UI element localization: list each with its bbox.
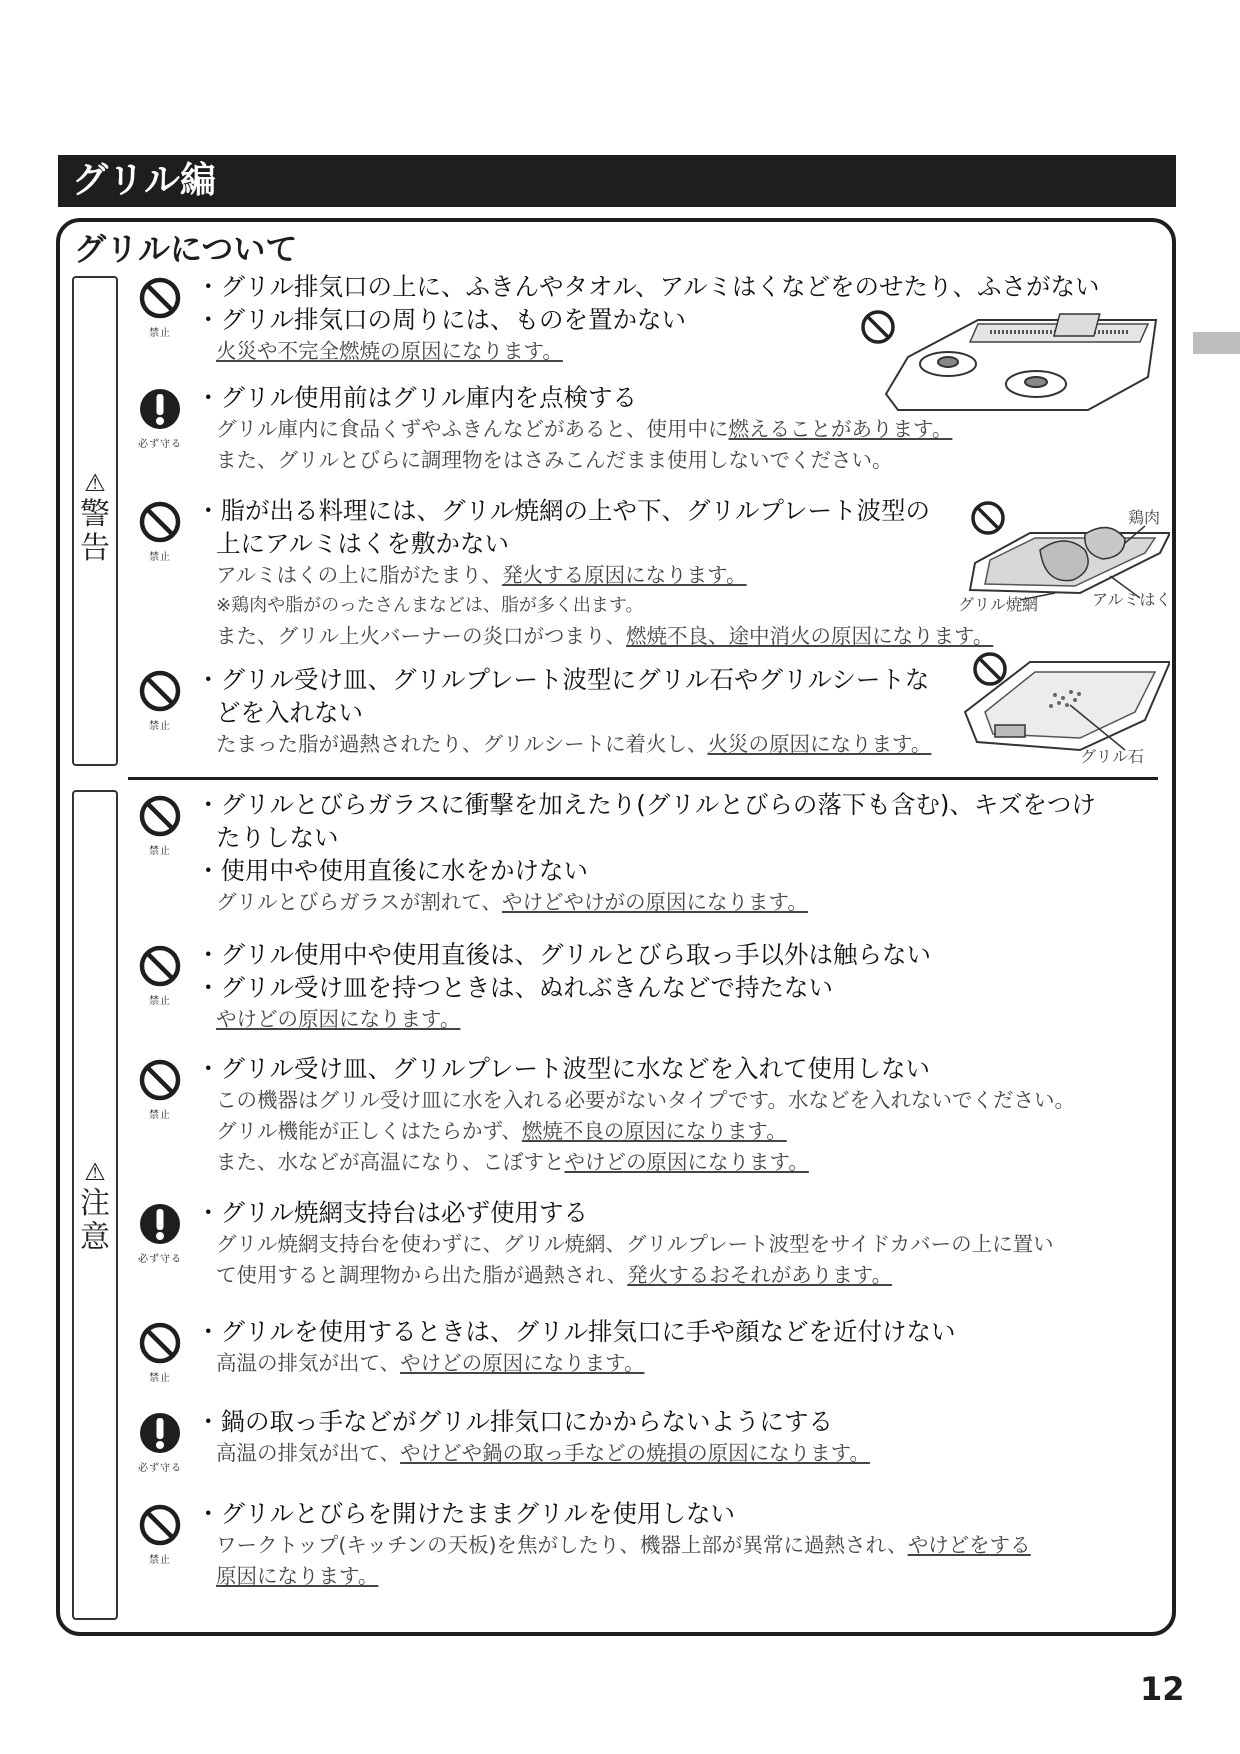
body-underlined-text: やけどやけがの原因になります。 <box>501 890 808 914</box>
caution-category-box <box>72 790 118 1620</box>
prohibited-icon <box>973 503 1003 533</box>
item-body <box>196 621 1180 652</box>
item-heading: ・グリル使用前はグリル庫内を点検する <box>196 383 637 412</box>
grill-stone-label: グリル石 <box>1080 747 1145 766</box>
prohibited-icon <box>138 1503 182 1547</box>
prohibited-symbol <box>134 1058 186 1121</box>
mandatory-symbol <box>134 387 186 450</box>
prohibited-symbol <box>134 794 186 857</box>
mandatory-icon <box>138 387 182 431</box>
item-text <box>196 1405 1180 1469</box>
body-underlined-text: 火災の原因になります。 <box>707 732 932 756</box>
body-underlined-text: やけどの原因になります。 <box>564 1150 809 1174</box>
item-body <box>196 1085 1180 1116</box>
prohibited-symbol <box>134 276 186 339</box>
body-text: また、グリルとびらに調理物をはさみこんだまま使用しないでください。 <box>216 448 893 472</box>
page-number: 12 <box>1140 1670 1185 1708</box>
body-text: また、グリル上火バーナーの炎口がつまり、 <box>216 624 626 648</box>
item-body <box>196 445 1180 476</box>
cooktop-illustration <box>858 302 1158 412</box>
body-text: この機器はグリル受け皿に水を入れる必要がないタイプです。水などを入れないでください。 <box>216 1088 1075 1112</box>
item-body <box>196 1260 1180 1291</box>
body-underlined-text: やけどや鍋の取っ手などの焼損の原因になります。 <box>400 1441 870 1465</box>
symbol-caption: 必ず守る <box>138 439 182 450</box>
prohibited-icon <box>138 944 182 988</box>
category-separator <box>128 777 1158 780</box>
item-body <box>196 414 1180 445</box>
symbol-caption: 禁止 <box>149 328 171 339</box>
item-heading: ・グリルを使用するときは、グリル排気口に手や顔などを近付けない <box>196 1317 956 1346</box>
warning-category-label <box>74 468 116 566</box>
symbol-caption: 禁止 <box>149 1110 171 1121</box>
body-underlined-text: 燃焼不良、途中消火の原因になります。 <box>626 624 994 648</box>
body-underlined-text: 火災や不完全燃焼の原因になります。 <box>216 339 563 363</box>
item-body <box>196 1147 1180 1178</box>
item-body <box>196 1348 1180 1379</box>
mandatory-icon <box>138 1411 182 1455</box>
body-underlined-text: 発火する原因になります。 <box>502 563 747 587</box>
body-text: グリル機能が正しくはたらかず、 <box>216 1119 522 1143</box>
body-underlined-text: 燃焼不良の原因になります。 <box>521 1119 787 1143</box>
body-underlined-text: 燃えることがあります。 <box>728 417 953 441</box>
body-text: アルミはくの上に脂がたまり、 <box>216 563 503 587</box>
item-heading: ・グリルとびらガラスに衝撃を加えたり(グリルとびらの落下も含む)、キズをつけ <box>196 790 1096 819</box>
mandatory-symbol <box>134 1411 186 1474</box>
item-heading: ・グリル受け皿、グリルプレート波型に水などを入れて使用しない <box>196 1054 931 1083</box>
item-text <box>196 1315 1180 1379</box>
symbol-caption: 禁止 <box>149 1555 171 1566</box>
side-index-tab <box>1193 332 1240 354</box>
symbol-caption: 必ず守る <box>138 1254 182 1265</box>
caution-triangle-icon: ⚠ <box>84 1158 106 1186</box>
body-underlined-text: やけどをする <box>907 1533 1031 1557</box>
foil-label: アルミはく <box>1092 590 1172 609</box>
prohibited-icon <box>863 312 893 342</box>
prohibited-symbol <box>134 500 186 563</box>
item-heading: ・グリルとびらを開けたままグリルを使用しない <box>196 1499 735 1528</box>
item-heading: たりしない <box>216 823 339 852</box>
prohibited-symbol <box>134 1503 186 1566</box>
subsection-title: グリルについて <box>74 230 298 268</box>
item-text <box>196 1196 1180 1291</box>
prohibited-icon <box>138 794 182 838</box>
body-text: グリル焼網支持台を使わずに、グリル焼網、グリルプレート波型をサイドカバーの上に置い <box>216 1232 1054 1256</box>
item-heading: ・グリル受け皿、グリルプレート波型にグリル石やグリルシートな <box>196 665 930 694</box>
item-heading: ・鍋の取っ手などがグリル排気口にかからないようにする <box>196 1407 833 1436</box>
caution-text: 注 意 <box>80 1186 110 1255</box>
body-text: ワークトップ(キッチンの天板)を焦がしたり、機器上部が異常に過熱され、 <box>216 1533 908 1557</box>
item-heading: ・グリル排気口の上に、ふきんやタオル、アルミはくなどをのせたり、ふさがない <box>196 272 1100 301</box>
symbol-caption: 禁止 <box>149 996 171 1007</box>
chicken-label: 鶏肉 <box>1128 508 1161 527</box>
item-text <box>196 1052 1180 1178</box>
prohibited-icon <box>138 276 182 320</box>
section-title-bar: グリル編 <box>58 155 1176 207</box>
item-body <box>196 887 1180 918</box>
body-underlined-text: やけどの原因になります。 <box>400 1351 645 1375</box>
item-heading: ・グリル焼網支持台は必ず使用する <box>196 1198 588 1227</box>
symbol-caption: 禁止 <box>149 552 171 563</box>
warning-triangle-icon: ⚠ <box>84 469 106 497</box>
body-underlined-text: 原因になります。 <box>216 1564 379 1588</box>
item-text <box>196 788 1180 918</box>
body-text: 高温の排気が出て、 <box>216 1351 401 1375</box>
item-text <box>196 1497 1180 1592</box>
prohibited-symbol <box>134 669 186 732</box>
warning-text: 警 告 <box>80 497 110 566</box>
item-body <box>196 1438 1180 1469</box>
warning-category-box <box>72 276 118 766</box>
symbol-caption: 禁止 <box>149 846 171 857</box>
body-text: グリルとびらガラスが割れて、 <box>216 890 502 914</box>
item-heading: どを入れない <box>216 698 363 727</box>
prohibited-symbol <box>134 944 186 1007</box>
caution-category-label <box>74 1157 116 1255</box>
item-body <box>196 1004 1180 1035</box>
prohibited-icon <box>138 1321 182 1365</box>
symbol-caption: 禁止 <box>149 1373 171 1384</box>
mandatory-icon <box>138 1202 182 1246</box>
body-underlined-text: 発火するおそれがあります。 <box>627 1263 893 1287</box>
body-underlined-text: やけどの原因になります。 <box>216 1007 461 1031</box>
prohibited-icon <box>138 1058 182 1102</box>
prohibited-icon <box>975 654 1005 684</box>
item-heading: ・グリル受け皿を持つときは、ぬれぶきんなどで持たない <box>196 973 833 1002</box>
body-text: て使用すると調理物から出た脂が過熱され、 <box>216 1263 628 1287</box>
prohibited-icon <box>138 669 182 713</box>
prohibited-icon <box>138 500 182 544</box>
item-heading: ・グリル使用中や使用直後は、グリルとびら取っ手以外は触らない <box>196 940 931 969</box>
prohibited-symbol <box>134 1321 186 1384</box>
item-body <box>196 1561 1180 1592</box>
body-text: また、水などが高温になり、こぼすと <box>216 1150 565 1174</box>
grill-net-label: グリル焼網 <box>958 595 1039 614</box>
item-body <box>196 1229 1180 1260</box>
item-heading: ・使用中や使用直後に水をかけない <box>196 856 588 885</box>
item-heading: 上にアルミはくを敷かない <box>216 529 510 558</box>
symbol-caption: 禁止 <box>149 721 171 732</box>
item-heading: ・脂が出る料理には、グリル焼網の上や下、グリルプレート波型の <box>196 496 931 525</box>
item-text <box>196 938 1180 1035</box>
body-text: 高温の排気が出て、 <box>216 1441 401 1465</box>
symbol-caption: 必ず守る <box>138 1463 182 1474</box>
mandatory-symbol <box>134 1202 186 1265</box>
body-text: グリル庫内に食品くずやふきんなどがあると、使用中に <box>216 417 729 441</box>
body-text: ※鶏肉や脂がのったさんまなどは、脂が多く出ます。 <box>216 595 644 616</box>
body-text: たまった脂が過熱されたり、グリルシートに着火し、 <box>216 732 708 756</box>
item-body <box>196 1116 1180 1147</box>
item-heading: ・グリル排気口の周りには、ものを置かない <box>196 305 686 334</box>
item-body <box>196 1530 1180 1561</box>
